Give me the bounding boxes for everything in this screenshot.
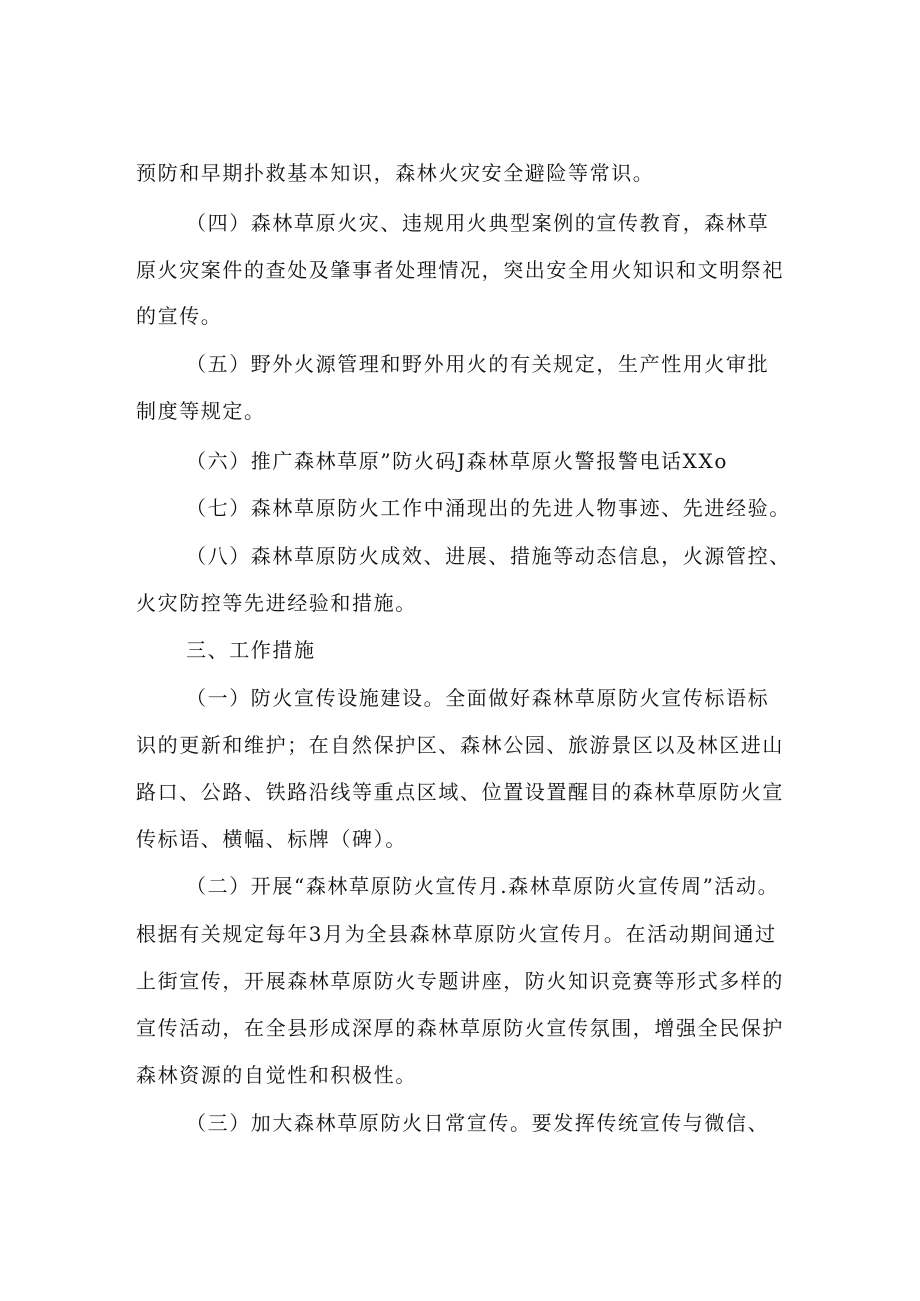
text-line: 传标语、横幅、标牌（碑）。 xyxy=(136,827,407,851)
text-line: （八）森林草原防火成效、进展、措施等动态信息，火源管控、 xyxy=(186,544,791,568)
text-line: （一）防火宣传设施建设。全面做好森林草原防火宣传标语标 xyxy=(186,686,770,710)
text-line: 森林资源的自觉性和积极性。 xyxy=(136,1063,417,1087)
text-line: （六）推广森林草原”防火码J森林草原火警报警电话XXo xyxy=(186,449,728,473)
text-line: 宣传活动，在全县形成深厚的森林草原防火宣传氛围，增强全民保护 xyxy=(136,1016,784,1040)
text-line: 的宣传。 xyxy=(136,304,223,328)
text-line: （四）森林草原火灾、违规用火典型案例的宣传教育，森林草 xyxy=(186,211,770,235)
text-line: （二）开展“森林草原防火宣传月.森林草原防火宣传周”活动。 xyxy=(186,874,780,898)
text-line: 火灾防控等先进经验和措施。 xyxy=(136,591,417,615)
text-line: （三）加大森林草原防火日常宣传。要发挥传统宣传与微信、 xyxy=(186,1111,770,1135)
text-line: （五）野外火源管理和野外用火的有关规定，生产性用火审批 xyxy=(186,352,770,376)
text-line: 识的更新和维护；在自然保护区、森林公园、旅游景区以及林区进山 xyxy=(136,733,784,757)
text-line: 根据有关规定每年3月为全县森林草原防火宣传月。在活动期间通过 xyxy=(136,922,777,946)
text-line: 制度等规定。 xyxy=(136,399,266,423)
text-line: 预防和早期扑救基本知识，森林火灾安全避险等常识。 xyxy=(136,161,655,185)
text-line: 路口、公路、铁路沿线等重点区域、位置设置醒目的森林草原防火宣 xyxy=(136,780,784,804)
text-line: （七）森林草原防火工作中涌现出的先进人物事迹、先进经验。 xyxy=(186,496,791,520)
text-line: 上街宣传，开展森林草原防火专题讲座，防火知识竞赛等形式多样的 xyxy=(136,969,784,993)
section-heading: 三、工作措施 xyxy=(186,638,316,662)
text-line: 原火灾案件的查处及肇事者处理情况，突出安全用火知识和文明祭祀 xyxy=(136,258,784,282)
